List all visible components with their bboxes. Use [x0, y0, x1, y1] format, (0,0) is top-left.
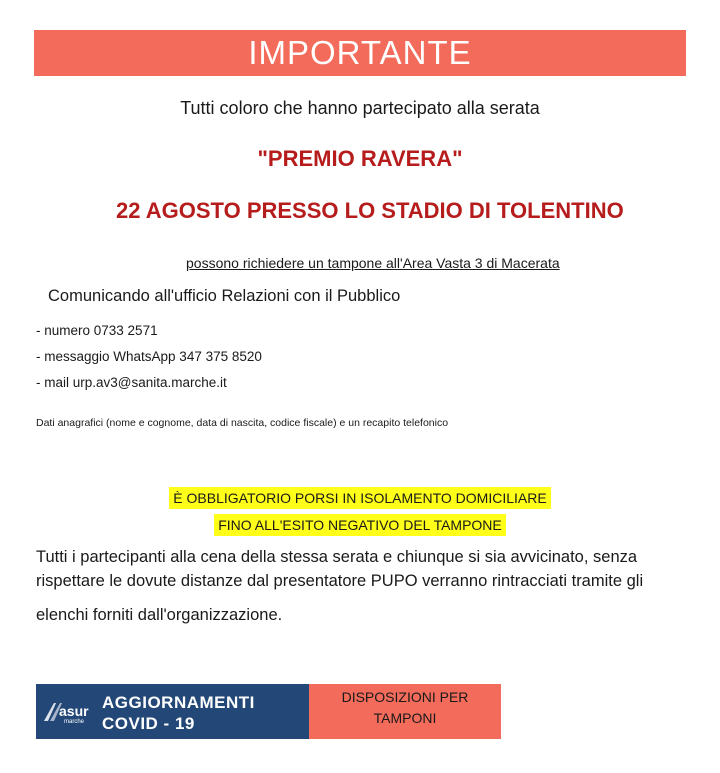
svg-text:marche: marche — [64, 719, 85, 725]
title-banner — [34, 30, 686, 76]
asur-logo-icon — [42, 697, 92, 727]
warning-line-2: FINO ALL'ESITO NEGATIVO DEL TAMPONE — [214, 514, 506, 536]
contact-email: - mail urp.av3@sanita.marche.it — [36, 375, 227, 390]
contact-list — [36, 322, 262, 400]
contact-whatsapp: - messaggio WhatsApp 347 375 8520 — [36, 349, 262, 364]
intro-text: Tutti coloro che hanno partecipato alla serata — [180, 98, 540, 118]
body-paragraph — [36, 545, 686, 627]
body-line-2: rispettare le dovute distanze dal presentatore PUPO verranno rintracciati tramite gli — [36, 572, 644, 590]
isolation-warning — [0, 487, 720, 536]
body-line-1: Tutti i partecipanti alla cena della stessa serata e chiunque si sia avvicinato, senza — [36, 548, 638, 566]
footer-right-line-2: TAMPONI — [373, 710, 437, 726]
svg-text:asur: asur — [59, 703, 89, 719]
data-note: Dati anagrafici (nome e cognome, data di nascita, codice fiscale) e un recapito telefonico — [36, 417, 449, 429]
footer-title-line-1: AGGIORNAMENTI — [102, 693, 255, 712]
footer-title — [102, 692, 255, 734]
warning-line-1: È OBBLIGATORIO PORSI IN ISOLAMENTO DOMICILIARE — [169, 487, 550, 509]
footer-tamponi-box — [309, 684, 501, 739]
event-date-place: 22 AGOSTO PRESSO LO STADIO DI TOLENTINO — [116, 198, 624, 223]
body-line-3: elenchi forniti dall'organizzazione. — [36, 606, 283, 624]
footer-asur-banner — [36, 684, 309, 739]
contact-phone: - numero 0733 2571 — [36, 323, 158, 338]
banner-title: IMPORTANTE — [248, 34, 472, 71]
footer-right-line-1: DISPOSIZIONI PER — [341, 689, 469, 705]
footer-title-line-2: COVID - 19 — [102, 714, 195, 733]
contact-intro: Comunicando all'ufficio Relazioni con il Pubblico — [48, 287, 401, 305]
request-text: possono richiedere un tampone all'Area Vasta 3 di Macerata — [186, 255, 560, 271]
event-name: "PREMIO RAVERA" — [257, 146, 463, 171]
